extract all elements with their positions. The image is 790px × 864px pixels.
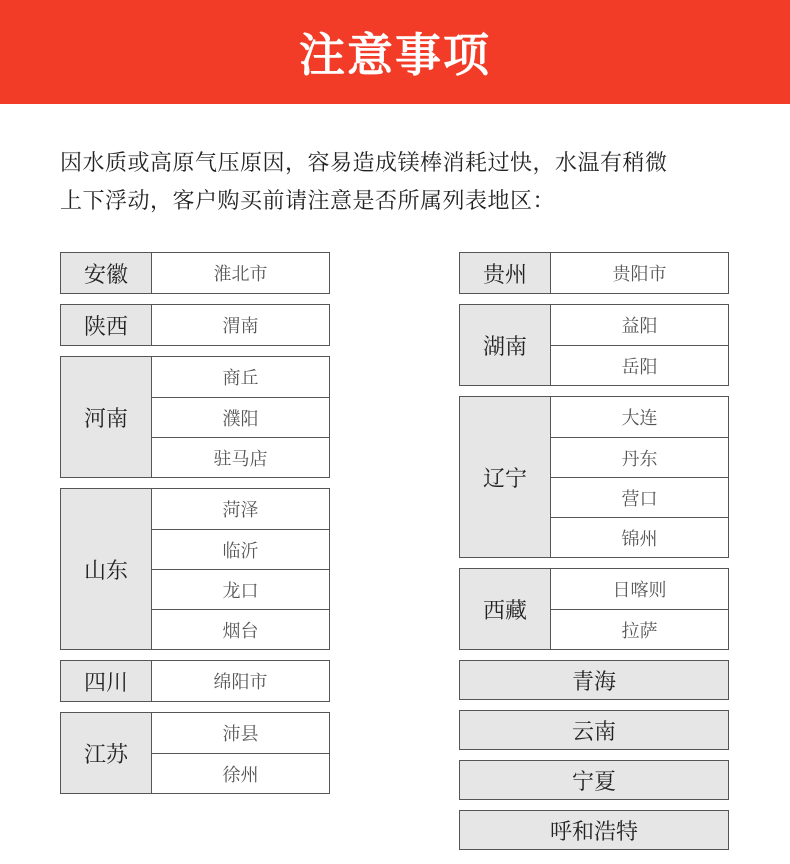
province-group bbox=[459, 568, 729, 650]
city-list bbox=[152, 305, 329, 345]
province-label: 江苏 bbox=[61, 713, 152, 793]
title-banner bbox=[0, 0, 790, 104]
city-cell: 绵阳市 bbox=[213, 672, 268, 693]
province-label: 西藏 bbox=[460, 569, 551, 649]
province-label: 湖南 bbox=[460, 305, 551, 385]
city-list bbox=[152, 661, 329, 701]
province-label: 四川 bbox=[61, 661, 152, 701]
city-cell: 濮阳 bbox=[152, 397, 329, 437]
city-cell: 淮北市 bbox=[213, 264, 268, 285]
city-list bbox=[551, 569, 728, 649]
city-cell: 大连 bbox=[621, 408, 658, 429]
province-group bbox=[60, 712, 330, 794]
province-group bbox=[459, 396, 729, 558]
city-list bbox=[152, 253, 329, 293]
province-label: 辽宁 bbox=[460, 397, 551, 557]
intro-text bbox=[60, 145, 740, 221]
city-cell: 驻马店 bbox=[152, 437, 329, 477]
region-column-left bbox=[60, 252, 330, 804]
city-cell: 益阳 bbox=[621, 316, 658, 337]
province-group bbox=[60, 356, 330, 478]
city-cell: 菏泽 bbox=[222, 500, 259, 521]
province-label: 贵州 bbox=[460, 253, 551, 293]
province-label: 呼和浩特 bbox=[459, 810, 729, 850]
intro-line: 上下浮动，客户购买前请注意是否所属列表地区： bbox=[60, 189, 556, 214]
city-list bbox=[152, 357, 329, 477]
province-group bbox=[459, 252, 729, 294]
city-list bbox=[152, 713, 329, 793]
page-title: 注意事项 bbox=[299, 28, 491, 82]
city-cell: 日喀则 bbox=[612, 580, 667, 601]
province-label: 安徽 bbox=[61, 253, 152, 293]
city-cell: 烟台 bbox=[152, 609, 329, 649]
city-cell: 岳阳 bbox=[551, 345, 728, 385]
city-list bbox=[551, 397, 728, 557]
province-group bbox=[60, 660, 330, 702]
city-cell: 龙口 bbox=[152, 569, 329, 609]
city-cell: 临沂 bbox=[152, 529, 329, 569]
intro-line: 因水质或高原气压原因，容易造成镁棒消耗过快，水温有稍微 bbox=[60, 151, 668, 176]
city-cell: 拉萨 bbox=[551, 609, 728, 649]
region-column-right bbox=[459, 252, 729, 860]
province-group bbox=[60, 304, 330, 346]
province-group bbox=[60, 252, 330, 294]
city-cell: 徐州 bbox=[152, 753, 329, 793]
city-list bbox=[551, 253, 728, 293]
province-label: 宁夏 bbox=[459, 760, 729, 800]
province-group bbox=[459, 304, 729, 386]
province-label: 山东 bbox=[61, 489, 152, 649]
city-cell: 丹东 bbox=[551, 437, 728, 477]
city-list bbox=[551, 305, 728, 385]
province-label: 河南 bbox=[61, 357, 152, 477]
city-cell: 商丘 bbox=[222, 368, 259, 389]
province-label: 云南 bbox=[459, 710, 729, 750]
city-cell: 营口 bbox=[551, 477, 728, 517]
city-cell: 渭南 bbox=[222, 316, 259, 337]
city-cell: 锦州 bbox=[551, 517, 728, 557]
province-group bbox=[60, 488, 330, 650]
province-label: 陕西 bbox=[61, 305, 152, 345]
city-list bbox=[152, 489, 329, 649]
province-label: 青海 bbox=[459, 660, 729, 700]
city-cell: 贵阳市 bbox=[612, 264, 667, 285]
city-cell: 沛县 bbox=[222, 724, 259, 745]
